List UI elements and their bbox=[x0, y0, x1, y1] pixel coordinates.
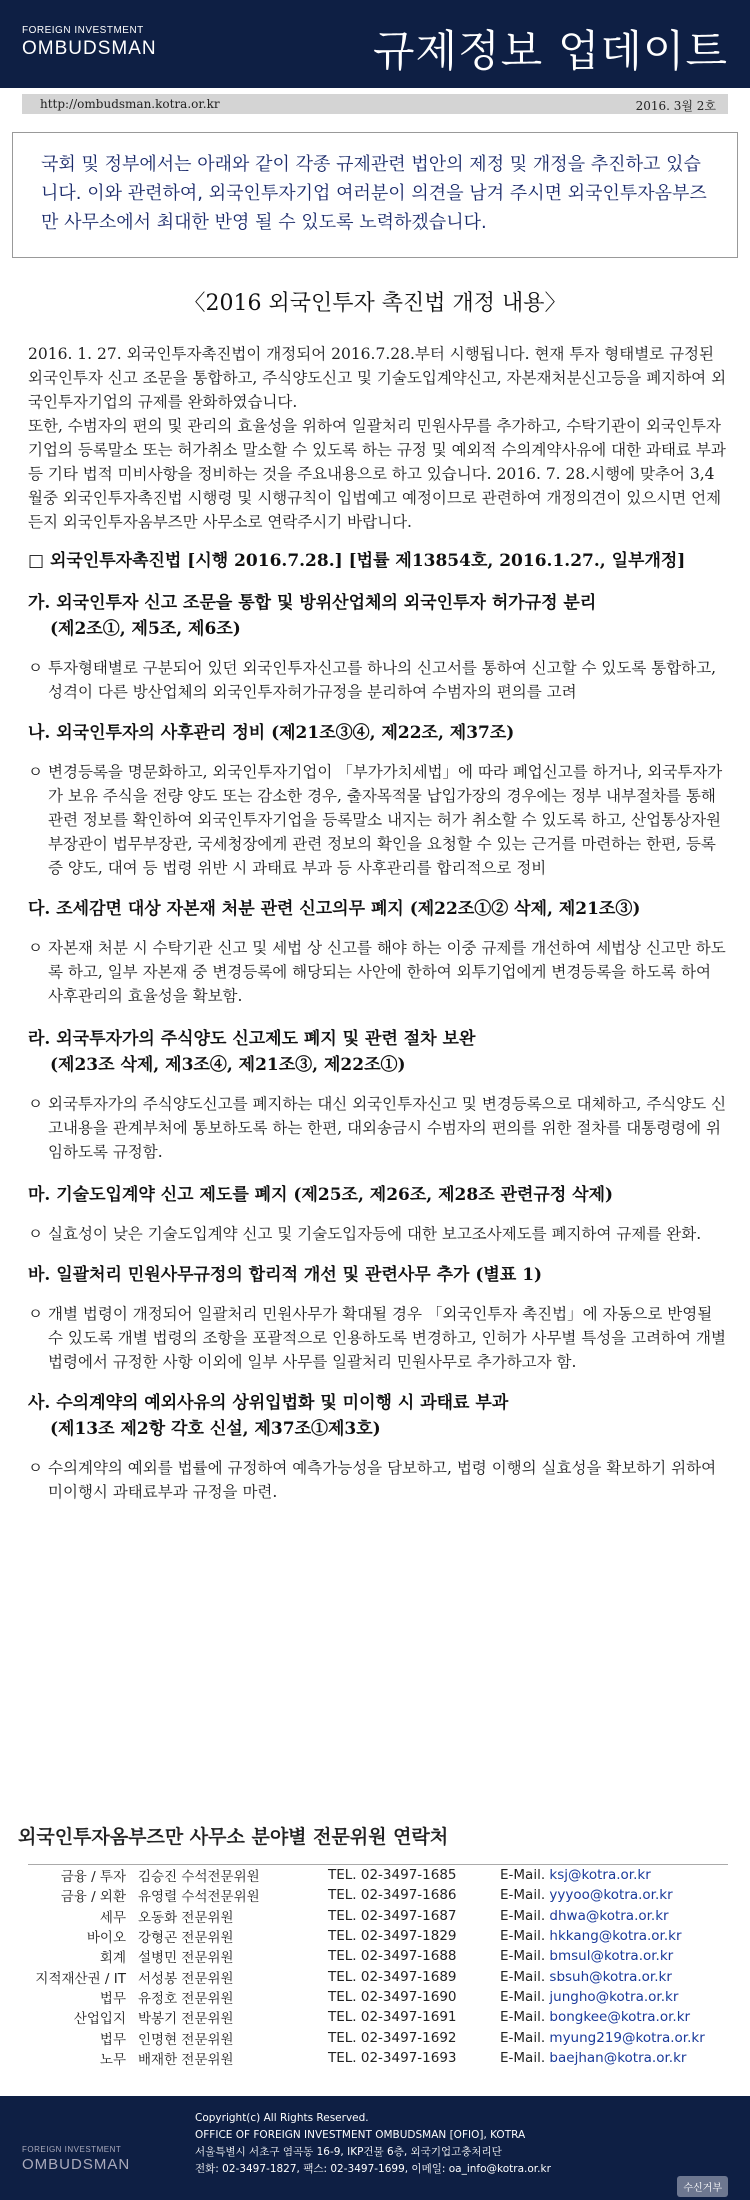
contact-email-label: E-Mail. bbox=[500, 1928, 546, 1945]
contact-tel: TEL. 02-3497-1691 bbox=[328, 2009, 457, 2026]
contact-field: 금융 / 투자 bbox=[60, 1869, 126, 1886]
contact-email bbox=[500, 2009, 728, 2025]
contact-email-label: E-Mail. bbox=[500, 1867, 546, 1884]
footer-logo-line1: FOREIGN INVESTMENT bbox=[22, 2145, 122, 2154]
amendment-heading-main: 라. 외국투자가의 주식양도 신고제도 폐지 및 관련 절차 보완 bbox=[28, 1029, 476, 1049]
contact-name: 김승진 수석전문위원 bbox=[138, 1869, 260, 1886]
contact-email-label: E-Mail. bbox=[500, 1968, 546, 1985]
contact-row bbox=[28, 1966, 728, 1986]
contact-row bbox=[28, 1926, 728, 1946]
bullet-circle-icon: ㅇ bbox=[28, 1225, 43, 1243]
amendment-bullet-text: 자본재 처분 시 수탁기관 신고 및 세법 상 신고를 해야 하는 이중 규제를 개선하여 세법상 신고만 하도록 하고, 일부 자본재 중 변경등록에 해당되는 사안에 한하여 외투기업에게 변경등록을 하도록 하여 사후관리의 효율성을 확보함. bbox=[48, 939, 726, 1005]
section-title: 〈2016 외국인투자 촉진법 개정 내용〉 bbox=[183, 291, 567, 316]
contact-name: 유영렬 수석전문위원 bbox=[138, 1889, 260, 1906]
intro-text: 국회 및 정부에서는 아래와 같이 각종 규제관련 법안의 제정 및 개정을 추진하고 있습니다. 이와 관련하여, 외국인투자기업 여러분이 의견을 남겨 주시면 외국인투자옴부즈만 사무소에서 최대한 반영 될 수 있도록 노력하겠습니다. bbox=[41, 154, 707, 233]
issue-date: 2016. 3월 2호 bbox=[635, 99, 716, 113]
contact-row bbox=[28, 1906, 728, 1926]
amendment-list bbox=[28, 590, 728, 1504]
contact-email bbox=[500, 2030, 728, 2046]
contact-tel: TEL. 02-3497-1829 bbox=[328, 1928, 457, 1945]
footer bbox=[0, 2096, 750, 2200]
paragraph: 또한, 수범자의 편의 및 관리의 효율성을 위하여 일괄처리 민원사무를 추가하고, 수탁기관이 외국인투자기업의 등록말소 또는 허가취소 말소할 수 있도록 하는 규정 및 예외적 수의계약사유에 대한 과태료 부과 등 기타 법적 미비사항을 정비하는 것을 주요내용으로 하고 있습니다. 2016. 7. 28.시행에 맞추어 3,4월중 외국인투자촉진법 시행령 및 시행규칙이 입법예고 예정이므로 관련하여 개정의견이 있으시면 언제든지 외국인투자옴부즈만 사무소로 연락주시기 바랍니다. bbox=[28, 417, 726, 531]
amendment-heading-main: 나. 외국인투자의 사후관리 정비 (제21조③④, 제22조, 제37조) bbox=[28, 723, 515, 743]
contact-email-link[interactable]: baejhan@kotra.or.kr bbox=[549, 2049, 687, 2066]
contact-email bbox=[500, 1928, 728, 1944]
contact-tel: TEL. 02-3497-1689 bbox=[328, 1968, 457, 1985]
contact-tel: TEL. 02-3497-1687 bbox=[328, 1907, 457, 1924]
bullet-circle-icon: ㅇ bbox=[28, 1305, 43, 1323]
contact-name: 서성봉 전문위원 bbox=[138, 1970, 234, 1987]
contact-email-link[interactable]: dhwa@kotra.or.kr bbox=[549, 1907, 669, 1924]
amendment-bullet bbox=[28, 1222, 728, 1246]
amendment-heading bbox=[28, 896, 728, 922]
contact-tel: TEL. 02-3497-1690 bbox=[328, 1988, 457, 2005]
contact-row bbox=[28, 2027, 728, 2047]
contact-email bbox=[500, 1887, 728, 1903]
bullet-circle-icon: ㅇ bbox=[28, 1459, 43, 1477]
amendment-bullet-text: 개별 법령이 개정되어 일괄처리 민원사무가 확대될 경우 「외국인투자 촉진법」에 자동으로 반영될 수 있도록 개별 법령의 조항을 포괄적으로 인용하도록 변경하고, 인허가 사무별 특성을 고려하여 개별 법령에서 규정한 사항 이외에 일부 사무를 일괄처리 민원사무로 추가하고자 함. bbox=[48, 1305, 726, 1371]
contact-email-link[interactable]: yyyoo@kotra.or.kr bbox=[549, 1887, 673, 1904]
amendment-bullet-text: 실효성이 낮은 기술도입계약 신고 및 기술도입자등에 대한 보고조사제도를 폐지하여 규제를 완화. bbox=[48, 1225, 702, 1243]
contact-name: 인명현 전문위원 bbox=[138, 2031, 234, 2048]
site-url-link[interactable]: http://ombudsman.kotra.or.kr bbox=[40, 97, 220, 111]
contact-email-label: E-Mail. bbox=[500, 1948, 546, 1965]
amendment-heading bbox=[28, 720, 728, 746]
contact-field: 금융 / 외환 bbox=[60, 1889, 126, 1906]
contact-email-link[interactable]: bmsul@kotra.or.kr bbox=[549, 1948, 674, 1965]
intro-box bbox=[12, 132, 738, 258]
amendment-heading bbox=[28, 590, 728, 642]
contact-tel: TEL. 02-3497-1692 bbox=[328, 2029, 457, 2046]
contact-email bbox=[500, 2050, 728, 2066]
amendment-bullet bbox=[28, 1302, 728, 1374]
amendment-heading bbox=[28, 1026, 728, 1078]
contact-email bbox=[500, 1908, 728, 1924]
bullet-circle-icon: ㅇ bbox=[28, 763, 43, 781]
contact-email bbox=[500, 1989, 728, 2005]
contact-name: 설병민 전문위원 bbox=[138, 1950, 234, 1967]
amendment-bullet bbox=[28, 936, 728, 1008]
bullet-circle-icon: ㅇ bbox=[28, 939, 43, 957]
contact-email-label: E-Mail. bbox=[500, 1988, 546, 2005]
law-reference: □ 외국인투자촉진법 [시행 2016.7.28.] [법률 제13854호, 2016.1.27., 일부개정] bbox=[28, 551, 686, 571]
amendment-item bbox=[28, 1390, 728, 1504]
contact-email-link[interactable]: bongkee@kotra.or.kr bbox=[549, 2009, 691, 2026]
contact-name: 배재한 전문위원 bbox=[138, 2051, 234, 2068]
paragraph: 2016. 1. 27. 외국인투자촉진법이 개정되어 2016.7.28.부터 시행됩니다. 현재 투자 형태별로 규정된 외국인투자 신고 조문을 통합하고, 주식양도신고 및 기술도입계약신고, 자본재처분신고등을 폐지하여 외국인투자기업의 규제를 완화하였습니다. bbox=[28, 345, 727, 411]
amendment-heading-main: 사. 수의계약의 예외사유의 상위입법화 및 미이행 시 과태료 부과 bbox=[28, 1393, 509, 1413]
contact-tel: TEL. 02-3497-1685 bbox=[328, 1867, 457, 1884]
amendment-item bbox=[28, 1182, 728, 1246]
amendment-heading bbox=[28, 1182, 728, 1208]
contact-email bbox=[500, 1867, 728, 1883]
amendment-item bbox=[28, 1262, 728, 1374]
contact-field: 바이오 bbox=[86, 1930, 126, 1947]
amendment-item bbox=[28, 720, 728, 880]
amendment-bullet bbox=[28, 656, 728, 704]
contact-row bbox=[28, 2048, 728, 2068]
bullet-circle-icon: ㅇ bbox=[28, 1095, 43, 1113]
contact-email-label: E-Mail. bbox=[500, 2029, 546, 2046]
contact-email-label: E-Mail. bbox=[500, 1907, 546, 1924]
contact-field: 지적재산권 / IT bbox=[35, 1970, 126, 1987]
contact-field: 세무 bbox=[99, 1909, 126, 1926]
contact-field: 법무 bbox=[99, 1990, 126, 2007]
contact-row bbox=[28, 2007, 728, 2027]
contact-email-link[interactable]: myung219@kotra.or.kr bbox=[549, 2029, 705, 2046]
amendment-heading-main: 다. 조세감면 대상 자본재 처분 관련 신고의무 폐지 (제22조①② 삭제, 제21조③) bbox=[28, 899, 641, 919]
amendment-item bbox=[28, 1026, 728, 1164]
contact-email-label: E-Mail. bbox=[500, 2009, 546, 2026]
footer-copyright: Copyright(c) All Rights Reserved. bbox=[195, 2112, 369, 2124]
contacts-title: 외국인투자옴부즈만 사무소 분야별 전문위원 연락처 bbox=[18, 1826, 449, 1848]
amendment-bullet bbox=[28, 760, 728, 880]
amendment-item bbox=[28, 590, 728, 704]
logo-line1: FOREIGN INVESTMENT bbox=[22, 25, 144, 36]
contact-name: 유정호 전문위원 bbox=[138, 1990, 234, 2007]
contact-tel: TEL. 02-3497-1686 bbox=[328, 1887, 457, 1904]
contact-email bbox=[500, 1948, 728, 1964]
bullet-circle-icon: ㅇ bbox=[28, 659, 43, 677]
contact-row bbox=[28, 1885, 728, 1905]
amendment-heading-sub: (제2조①, 제5조, 제6조) bbox=[50, 619, 241, 639]
footer-logo bbox=[22, 2146, 130, 2172]
contact-field: 산업입지 bbox=[73, 2011, 126, 2028]
footer-info bbox=[195, 2110, 551, 2178]
amendment-heading-sub: (제13조 제2항 각호 신설, 제37조①제3호) bbox=[50, 1419, 381, 1439]
logo-line2: OMBUDSMAN bbox=[22, 38, 157, 59]
unsubscribe-button[interactable]: 수신거부 bbox=[677, 2176, 728, 2197]
contact-row bbox=[28, 1865, 728, 1885]
amendment-bullet-text: 외국투자가의 주식양도신고를 폐지하는 대신 외국인투자신고 및 변경등록으로 대체하고, 주식양도 신고내용을 관계부처에 통보하도록 하는 한편, 대외송금시 수범자의 편의를 위한 절차를 대통령령에 위임하도록 규정함. bbox=[48, 1095, 727, 1161]
contact-tel: TEL. 02-3497-1688 bbox=[328, 1948, 457, 1965]
amendment-heading-main: 가. 외국인투자 신고 조문을 통합 및 방위산업체의 외국인투자 허가규정 분리 bbox=[28, 593, 597, 613]
footer-address: 서울특별시 서초구 염곡동 16-9, IKP건물 6층, 외국기업고충처리단 bbox=[195, 2146, 502, 2158]
page-title: 규제정보 업데이트 bbox=[373, 27, 728, 77]
amendment-bullet bbox=[28, 1456, 728, 1504]
contact-field: 노무 bbox=[99, 2051, 126, 2068]
amendment-item bbox=[28, 896, 728, 1008]
amendment-bullet bbox=[28, 1092, 728, 1164]
contact-email-link[interactable]: hkkang@kotra.or.kr bbox=[549, 1928, 682, 1945]
contact-name: 강형곤 전문위원 bbox=[138, 1930, 234, 1947]
contacts-table bbox=[28, 1864, 728, 2068]
contact-field: 법무 bbox=[99, 2031, 126, 2048]
contact-email-link[interactable]: sbsuh@kotra.or.kr bbox=[549, 1968, 672, 1985]
contact-field: 회계 bbox=[99, 1950, 126, 1967]
contact-email-link[interactable]: jungho@kotra.or.kr bbox=[549, 1988, 679, 2005]
contact-email-label: E-Mail. bbox=[500, 1887, 546, 1904]
contact-row bbox=[28, 1946, 728, 1966]
info-bar bbox=[22, 94, 728, 114]
footer-contact: 전화: 02-3497-1827, 팩스: 02-3497-1699, 이메일: oa_info@kotra.or.kr bbox=[195, 2163, 551, 2175]
contact-name: 오동화 전문위원 bbox=[138, 1909, 234, 1926]
ombudsman-logo bbox=[22, 26, 157, 58]
amendment-bullet-text: 변경등록을 명문화하고, 외국인투자기업이 「부가가치세법」에 따라 폐업신고를 하거나, 외국투자가가 보유 주식을 전량 양도 또는 감소한 경우, 출자목적물 납입가장의 경우에는 정부 내부절차를 통해 관련 정보를 확인하여 외국인투자기업을 등록말소 내지는 허가 취소할 수 있도록 하고, 산업통상자원부장관이 법무부장관, 국세청장에게 관련 정보의 확인을 요청할 수 있는 근거를 마련하는 한편, 등록증 양도, 대여 등 법령 위반 시 과태료 부과 등 사후관리를 합리적으로 정비 bbox=[48, 763, 723, 877]
footer-office: OFFICE OF FOREIGN INVESTMENT OMBUDSMAN [OFIO], KOTRA bbox=[195, 2129, 526, 2141]
amendment-heading bbox=[28, 1390, 728, 1442]
amendment-bullet-text: 투자형태별로 구분되어 있던 외국인투자신고를 하나의 신고서를 통하여 신고할 수 있도록 통합하고, 성격이 다른 방산업체의 외국인투자허가규정을 분리하여 수범자의 편의를 고려 bbox=[48, 659, 717, 701]
header-banner bbox=[0, 0, 750, 88]
contact-email bbox=[500, 1969, 728, 1985]
contact-email-label: E-Mail. bbox=[500, 2049, 546, 2066]
article-body bbox=[28, 342, 728, 1504]
contact-row bbox=[28, 1987, 728, 2007]
amendment-heading-main: 마. 기술도입계약 신고 제도를 폐지 (제25조, 제26조, 제28조 관련규정 삭제) bbox=[28, 1185, 614, 1205]
footer-logo-line2: OMBUDSMAN bbox=[22, 2156, 131, 2173]
amendment-heading-main: 바. 일괄처리 민원사무규정의 합리적 개선 및 관련사무 추가 (별표 1) bbox=[28, 1265, 543, 1285]
amendment-heading bbox=[28, 1262, 728, 1288]
amendment-bullet-text: 수의계약의 예외를 법률에 규정하여 예측가능성을 담보하고, 법령 이행의 실효성을 확보하기 위하여 미이행시 과태료부과 규정을 마련. bbox=[48, 1459, 717, 1501]
contact-email-link[interactable]: ksj@kotra.or.kr bbox=[549, 1867, 651, 1884]
contact-tel: TEL. 02-3497-1693 bbox=[328, 2049, 457, 2066]
contact-name: 박봉기 전문위원 bbox=[138, 2011, 234, 2028]
amendment-heading-sub: (제23조 삭제, 제3조④, 제21조③, 제22조①) bbox=[50, 1055, 406, 1075]
